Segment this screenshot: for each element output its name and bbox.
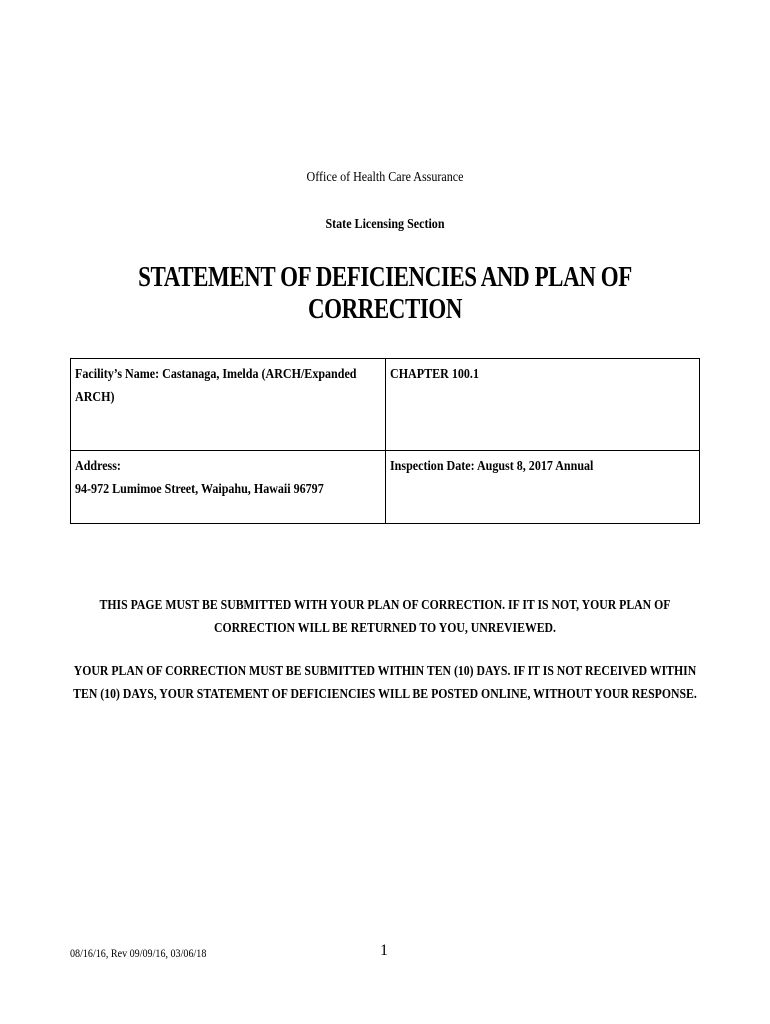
address-cell bbox=[71, 451, 386, 523]
facility-info-table bbox=[70, 358, 700, 524]
section-name: State Licensing Section bbox=[325, 217, 445, 232]
address-value: 94-972 Lumimoe Street, Waipahu, Hawaii 96797 bbox=[75, 482, 324, 497]
chapter-cell bbox=[386, 359, 699, 451]
page-number: 1 bbox=[380, 942, 388, 959]
chapter-label: CHAPTER 100.1 bbox=[390, 367, 479, 382]
submission-notice bbox=[0, 594, 770, 640]
submission-notice-line1: THIS PAGE MUST BE SUBMITTED WITH YOUR PLAN OF CORRECTION. IF IT IS NOT, YOUR PLAN OF bbox=[99, 598, 671, 613]
inspection-date-cell bbox=[386, 451, 699, 523]
deadline-notice bbox=[0, 660, 770, 706]
facility-name-line1: Facility’s Name: Castanaga, Imelda (ARCH/Expanded bbox=[75, 367, 357, 382]
office-name: Office of Health Care Assurance bbox=[306, 170, 464, 185]
facility-name-cell bbox=[71, 359, 386, 451]
revision-footer: 08/16/16, Rev 09/09/16, 03/06/18 bbox=[70, 946, 207, 960]
facility-name-line2: ARCH) bbox=[75, 390, 115, 405]
inspection-date: Inspection Date: August 8, 2017 Annual bbox=[390, 459, 594, 474]
submission-notice-line2: CORRECTION WILL BE RETURNED TO YOU, UNREVIEWED. bbox=[214, 621, 556, 636]
document-title: STATEMENT OF DEFICIENCIES AND PLAN OF CORRECTION bbox=[138, 262, 632, 325]
deadline-notice-line1: YOUR PLAN OF CORRECTION MUST BE SUBMITTED WITHIN TEN (10) DAYS. IF IT IS NOT RECEIVED WITHIN bbox=[73, 664, 697, 679]
deadline-notice-line2: TEN (10) DAYS, YOUR STATEMENT OF DEFICIENCIES WILL BE POSTED ONLINE, WITHOUT YOUR RESPONSE. bbox=[73, 687, 697, 702]
address-label: Address: bbox=[75, 459, 121, 474]
